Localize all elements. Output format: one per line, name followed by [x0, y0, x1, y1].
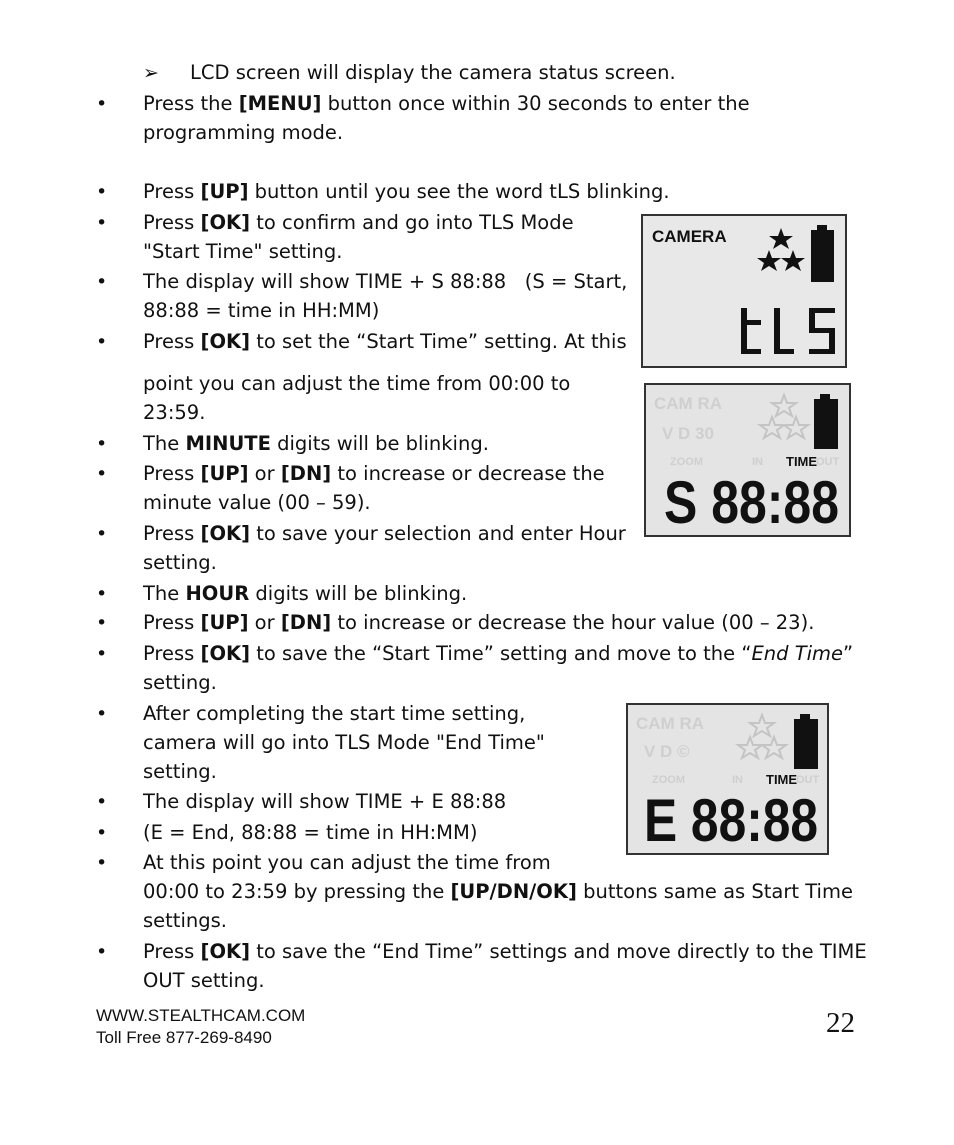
battery-icon [811, 225, 834, 282]
lcd-ghost-out: OUT [796, 774, 820, 786]
bullet: • [96, 93, 108, 115]
instruction-adjust-end-cont2: settings. [143, 909, 227, 932]
bullet: • [96, 433, 108, 455]
instruction-end-time-cont: camera will go into TLS Mode "End Time" [143, 731, 545, 754]
footer-phone: Toll Free 877-269-8490 [96, 1028, 272, 1047]
lcd-time-label: TIME [786, 454, 818, 469]
instruction-minute-adjust-cont: minute value (00 – 59). [143, 491, 371, 514]
bullet: • [96, 463, 108, 485]
instruction-set-start-cont: point you can adjust the time from 00:00 to [143, 372, 571, 395]
instruction-end-time: After completing the start time setting, [143, 702, 526, 725]
instruction-ok-confirm-cont: "Start Time" setting. [143, 240, 343, 263]
instruction-ok-confirm: Press [OK] to confirm and go into TLS Mode [143, 211, 574, 234]
bullet: • [96, 271, 108, 293]
page-number: 22 [826, 1007, 855, 1039]
lcd-start-display: S 88:88 [664, 469, 839, 536]
instruction-minute-blink: The MINUTE digits will be blinking. [143, 432, 489, 455]
bullet: • [96, 181, 108, 203]
instruction-set-start-cont2: 23:59. [143, 401, 206, 424]
lcd-start-time-screen [644, 383, 851, 537]
lcd-ghost-out: OUT [816, 456, 840, 468]
bullet: • [96, 643, 108, 665]
instruction-menu: Press the [MENU] button once within 30 seconds to enter the [143, 92, 750, 115]
lcd-camera-label: CAMERA [652, 227, 727, 246]
lcd-time-label: TIME [766, 772, 798, 787]
lcd-end-display: E 88:88 [644, 787, 818, 854]
battery-icon [814, 394, 838, 449]
instruction-save-start-cont: setting. [143, 671, 217, 694]
instruction-menu-cont: programming mode. [143, 121, 344, 144]
stars-icon [757, 228, 805, 271]
bullet: • [96, 583, 108, 605]
ghost-stars-icon [738, 715, 786, 758]
lcd-tls-screen [641, 214, 847, 368]
bullet: • [96, 703, 108, 725]
bullet: • [96, 791, 108, 813]
instruction-save-end-cont: OUT setting. [143, 969, 265, 992]
instruction-up-tls: Press [UP] button until you see the word tLS blinking. [143, 180, 670, 203]
arrow-bullet: ➢ [143, 62, 159, 84]
status-screen-text: LCD screen will display the camera status screen. [190, 61, 676, 84]
ghost-stars-icon [760, 395, 808, 438]
instruction-display-start: The display will show TIME + S 88:88 (S = Start, [143, 270, 628, 293]
instruction-end-time-cont2: setting. [143, 760, 217, 783]
battery-icon [794, 714, 818, 769]
instruction-set-start: Press [OK] to set the “Start Time” setting. At this [143, 330, 627, 353]
lcd-ghost-vd: V D © [644, 742, 690, 761]
instruction-adjust-end: At this point you can adjust the time from [143, 851, 551, 874]
lcd-ghost-zoom: ZOOM [652, 774, 685, 786]
instruction-adjust-end-cont: 00:00 to 23:59 by pressing the [UP/DN/OK] buttons same as Start Time [143, 880, 853, 903]
lcd-ghost-in: IN [752, 456, 763, 468]
lcd-ghost-cam: CAM RA [636, 714, 704, 733]
lcd-tls-display [741, 308, 835, 354]
instruction-minute-adjust: Press [UP] or [DN] to increase or decrease the [143, 462, 605, 485]
lcd-ghost-zoom: ZOOM [670, 456, 703, 468]
instruction-end-explain: (E = End, 88:88 = time in HH:MM) [143, 821, 478, 844]
bullet: • [96, 212, 108, 234]
lcd-ghost-vd: V D 30 [662, 424, 714, 443]
bullet: • [96, 612, 108, 634]
lcd-end-time-screen [626, 703, 829, 855]
instruction-save-end: Press [OK] to save the “End Time” settings and move directly to the TIME [143, 940, 867, 963]
bullet: • [96, 852, 108, 874]
instruction-save-hour-cont: setting. [143, 551, 217, 574]
instruction-save-hour: Press [OK] to save your selection and enter Hour [143, 522, 626, 545]
instruction-save-start: Press [OK] to save the “Start Time” setting and move to the “End Time” [143, 642, 854, 665]
instruction-hour-adjust: Press [UP] or [DN] to increase or decrease the hour value (00 – 23). [143, 611, 815, 634]
bullet: • [96, 523, 108, 545]
bullet: • [96, 822, 108, 844]
footer-website[interactable]: WWW.STEALTHCAM.COM [96, 1006, 306, 1025]
instruction-hour-blink: The HOUR digits will be blinking. [143, 582, 468, 605]
instruction-display-end: The display will show TIME + E 88:88 [143, 790, 507, 813]
lcd-ghost-cam: CAM RA [654, 394, 722, 413]
bullet: • [96, 331, 108, 353]
instruction-display-start-cont: 88:88 = time in HH:MM) [143, 299, 380, 322]
bullet: • [96, 941, 108, 963]
lcd-ghost-in: IN [732, 774, 743, 786]
